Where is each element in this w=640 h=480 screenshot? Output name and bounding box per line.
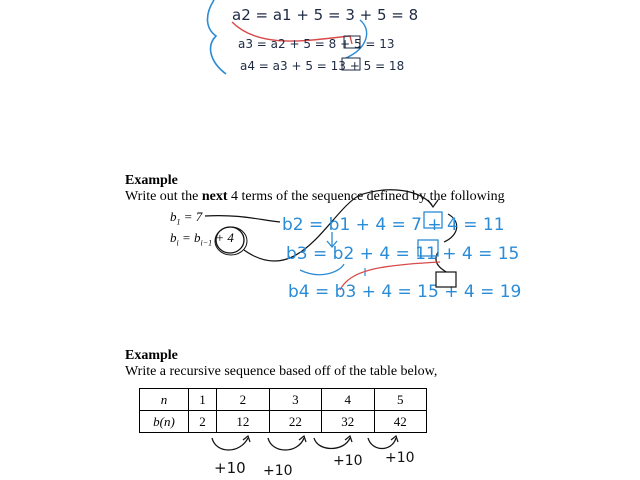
- row-label-bn: b(n): [140, 411, 189, 433]
- table-cell: 3: [269, 389, 321, 411]
- table-cell: 12: [217, 411, 269, 433]
- hw-b2-line: b2 = b1 + 4 = 7 + 4 = 11: [282, 215, 505, 235]
- table-cell: 4: [322, 389, 374, 411]
- prompt-text-rest: 4 terms of the sequence defined by the following: [227, 189, 505, 204]
- table-cell: 42: [374, 411, 426, 433]
- table-cell: 2: [217, 389, 269, 411]
- diff-label: +10: [333, 453, 363, 469]
- table-cell: 32: [322, 411, 374, 433]
- table-cell: 5: [374, 389, 426, 411]
- diff-label: +10: [385, 450, 415, 466]
- hw-b3-line: b3 = b2 + 4 = 11 + 4 = 15: [286, 244, 520, 264]
- diff-label: +10: [263, 463, 293, 479]
- equation-b1: $b_1 = 7$: [170, 209, 203, 227]
- table-cell: 2: [189, 411, 217, 433]
- example-2-prompt: Write a recursive sequence based off of the table below,: [125, 364, 438, 379]
- equation-bi: $b_i = b_{i-1} + 4$: [170, 230, 234, 248]
- row-label-n: n: [140, 389, 189, 411]
- prompt-bold-next: next: [201, 189, 228, 204]
- table-cell: 1: [189, 389, 217, 411]
- example-heading-2: Example: [125, 348, 178, 363]
- prompt-text: Write out the: [125, 189, 202, 204]
- hw-b4-line: b4 = b3 + 4 = 15 + 4 = 19: [288, 282, 522, 302]
- hw-a2-line: a2 = a1 + 5 = 3 + 5 = 8: [232, 6, 419, 24]
- table-cell: 22: [269, 411, 321, 433]
- hw-a3-line: a3 = a2 + 5 = 8 + 5 = 13: [238, 37, 395, 51]
- hw-a4-line: a4 = a3 + 5 = 13 + 5 = 18: [240, 59, 405, 73]
- example-heading-1: Example: [125, 173, 178, 188]
- diff-label: +10: [214, 459, 246, 477]
